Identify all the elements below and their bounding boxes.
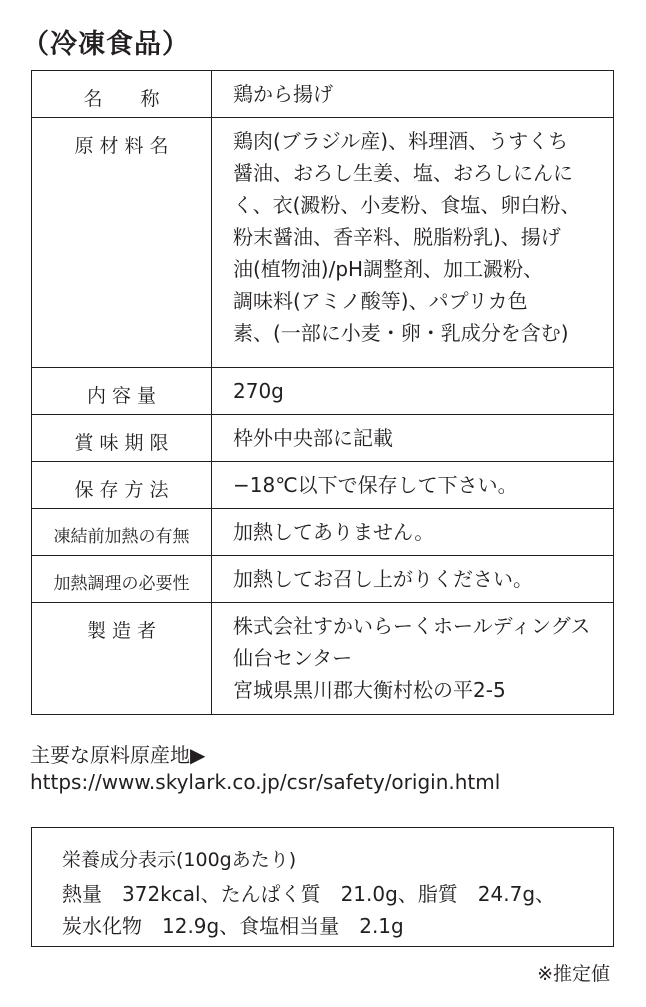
- nutrition-line-1: 熱量 372kcal、たんぱく質 21.0g、脂質 24.7g、: [62, 882, 556, 906]
- row-label-preheat: 凍結前加熱の有無: [32, 509, 212, 556]
- row-value-storage: −18℃以下で保存して下さい。: [212, 462, 614, 509]
- row-label-content: 内 容 量: [32, 368, 212, 415]
- row-label-expiry: 賞 味 期 限: [32, 415, 212, 462]
- row-value-expiry: 枠外中央部に記載: [212, 415, 614, 462]
- origin-label: 主要な原料原産地▶: [30, 743, 206, 767]
- row-label-name: 名 称: [32, 71, 212, 118]
- row-label-cooking: 加熱調理の必要性: [32, 556, 212, 603]
- table-row: [32, 603, 614, 715]
- table-row: [32, 556, 614, 603]
- food-label-table: [31, 70, 614, 715]
- estimated-value-note: ※推定値: [537, 963, 610, 985]
- nutrition-box: [31, 827, 614, 947]
- table-row: [32, 71, 614, 118]
- row-value-manufacturer: 株式会社すかいらーくホールディングス 仙台センター 宮城県黒川郡大衡村松の平2-5: [212, 603, 614, 715]
- row-value-name: 鶏から揚げ: [212, 71, 614, 118]
- table-row: [32, 368, 614, 415]
- table-row: [32, 509, 614, 556]
- table-row: [32, 462, 614, 509]
- nutrition-line-2: 炭水化物 12.9g、食塩相当量 2.1g: [62, 914, 404, 938]
- section-heading: （冷凍食品）: [22, 29, 190, 60]
- row-label-ingredients: 原 材 料 名: [32, 118, 212, 368]
- row-label-storage: 保 存 方 法: [32, 462, 212, 509]
- table-row: [32, 118, 614, 368]
- nutrition-title: 栄養成分表示(100gあたり): [62, 849, 297, 871]
- row-value-preheat: 加熱してありません。: [212, 509, 614, 556]
- row-value-cooking: 加熱してお召し上がりください。: [212, 556, 614, 603]
- origin-url-link[interactable]: https://www.skylark.co.jp/csr/safety/origin.html: [30, 770, 501, 794]
- row-value-content: 270g: [212, 368, 614, 415]
- row-label-manufacturer: 製 造 者: [32, 603, 212, 715]
- row-value-ingredients: 鶏肉(ブラジル産)、料理酒、うすくち 醤油、おろし生姜、塩、おろしにんに く、衣(澱粉、小麦粉、食塩、卵白粉、 粉末醤油、香辛料、脱脂粉乳)、揚げ 油(植物油)/pH調整剤、加工澱粉、 調味料(アミノ酸等)、パプリカ色 素、(一部に小麦・卵・乳成分を含む): [212, 118, 614, 368]
- table-row: [32, 415, 614, 462]
